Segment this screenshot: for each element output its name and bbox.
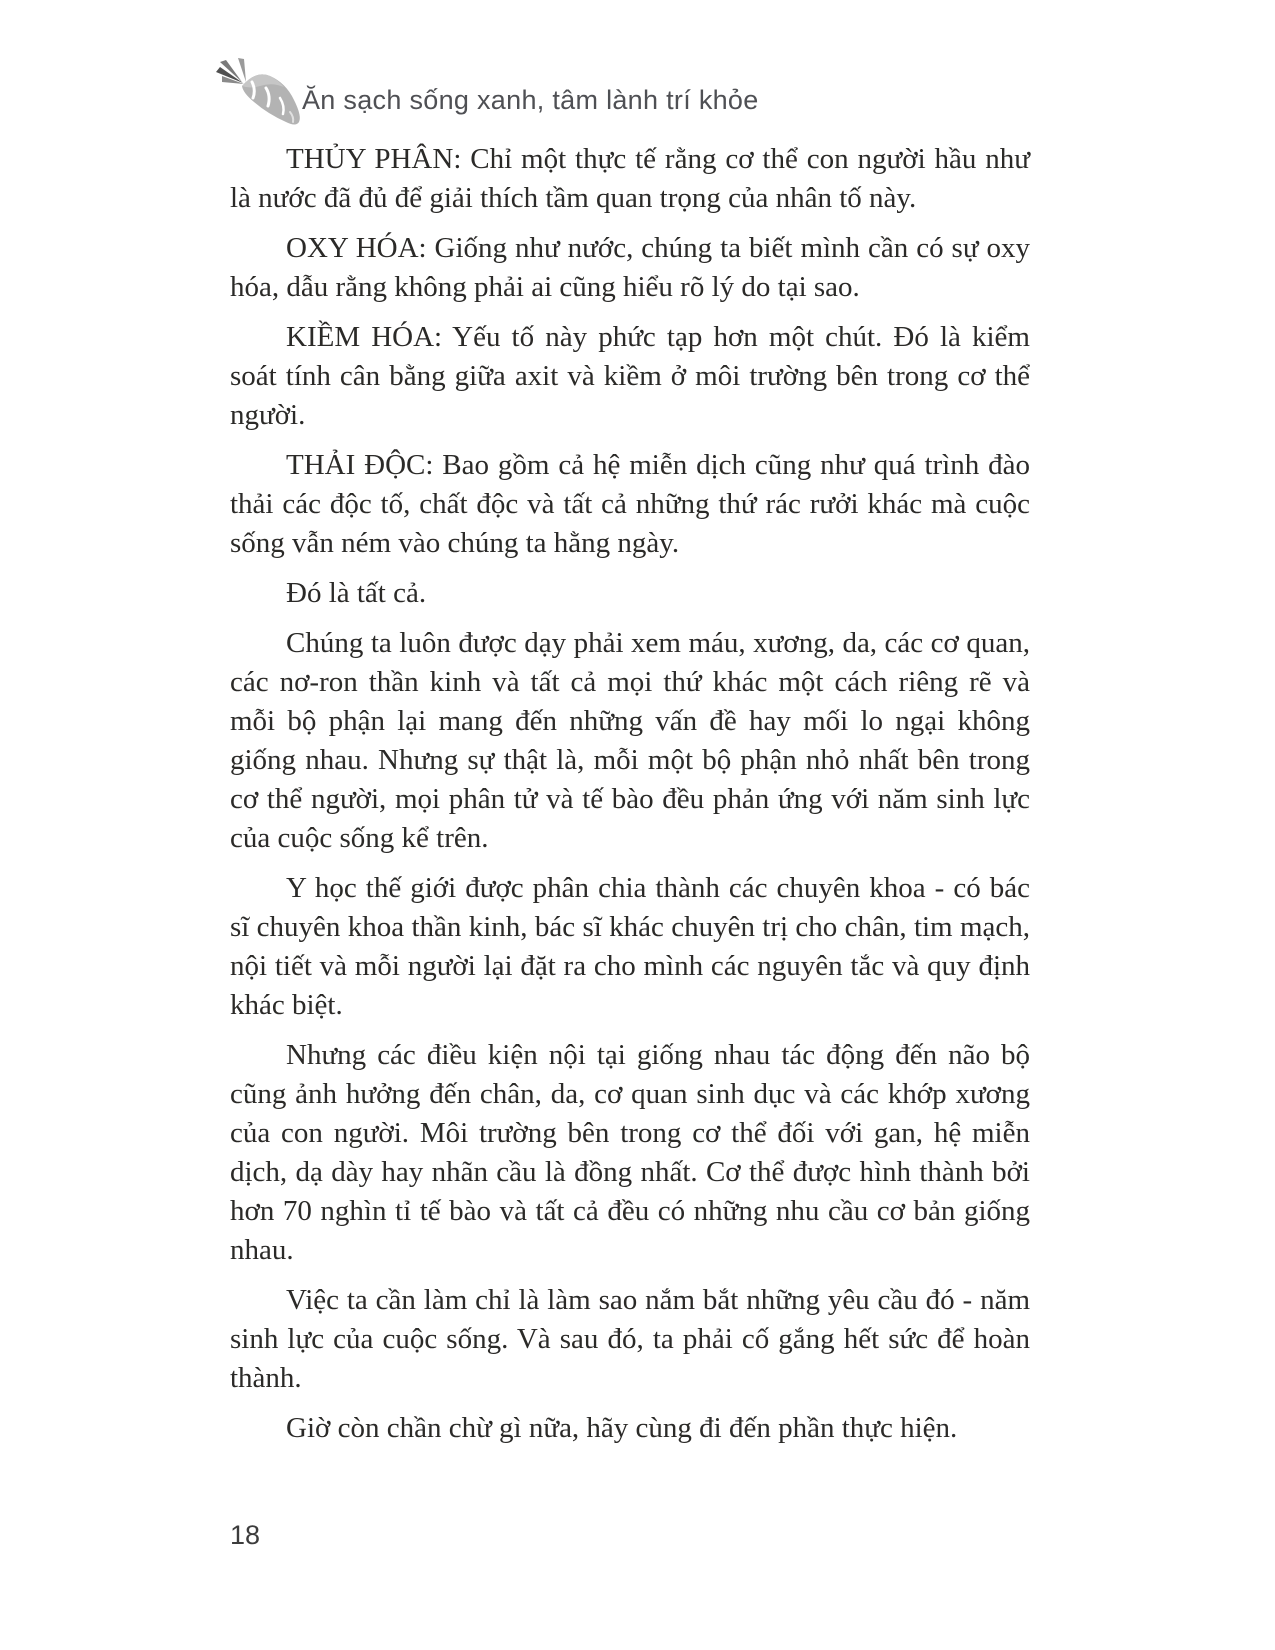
- running-header-title: Ăn sạch sống xanh, tâm lành trí khỏe: [302, 84, 759, 115]
- paragraph-kiem-hoa: KIỀM HÓA: Yếu tố này phức tạp hơn một chút. Đó là kiểm soát tính cân bằng giữa axit và kiềm ở môi trường bên trong cơ thể người.: [230, 321, 1030, 431]
- page-body-text: [230, 140, 1030, 1459]
- paragraph-chung-ta-luon: Chúng ta luôn được dạy phải xem máu, xương, da, các cơ quan, các nơ-ron thần kinh và tất cả mọi thứ khác một cách riêng rẽ và mỗi bộ phận lại mang đến những vấn đề hay mối lo ngại không giống nhau. Nhưng sự thật là, mỗi một bộ phận nhỏ nhất bên trong cơ thể người, mọi phân tử và tế bào đều phản ứng với năm sinh lực của cuộc sống kể trên.: [230, 627, 1030, 854]
- page-number: 18: [230, 1520, 261, 1550]
- paragraph-gio-con-chan-chu: Giờ còn chần chừ gì nữa, hãy cùng đi đến phần thực hiện.: [286, 1412, 958, 1444]
- paragraph-do-la-tat-ca: Đó là tất cả.: [286, 577, 427, 609]
- paragraph-oxy-hoa: OXY HÓA: Giống như nước, chúng ta biết mình cần có sự oxy hóa, dẫu rằng không phải ai cũng hiểu rõ lý do tại sao.: [230, 232, 1030, 303]
- paragraph-nhung-cac-dieu-kien: Nhưng các điều kiện nội tại giống nhau tác động đến não bộ cũng ảnh hưởng đến chân, da, cơ quan sinh dục và các khớp xương của con người. Môi trường bên trong cơ thể đối với gan, hệ miễn dịch, dạ dày hay nhãn cầu là đồng nhất. Cơ thể được hình thành bởi hơn 70 nghìn tỉ tế bào và tất cả đều có những nhu cầu cơ bản giống nhau.: [230, 1039, 1030, 1266]
- carrot-icon: [212, 56, 308, 138]
- paragraph-thuy-phan: THỦY PHÂN: Chỉ một thực tế rằng cơ thể con người hầu như là nước đã đủ để giải thích tầm quan trọng của nhân tố này.: [230, 143, 1030, 214]
- paragraph-thai-doc: THẢI ĐỘC: Bao gồm cả hệ miễn dịch cũng như quá trình đào thải các độc tố, chất độc và tất cả những thứ rác rưởi khác mà cuộc sống vẫn ném vào chúng ta hằng ngày.: [230, 449, 1030, 559]
- paragraph-viec-ta-can-lam: Việc ta cần làm chỉ là làm sao nắm bắt những yêu cầu đó - năm sinh lực của cuộc sống. Và sau đó, ta phải cố gắng hết sức để hoàn thành.: [230, 1284, 1030, 1394]
- paragraph-y-hoc-the-gioi: Y học thế giới được phân chia thành các chuyên khoa - có bác sĩ chuyên khoa thần kinh, bác sĩ khác chuyên trị cho chân, tim mạch, nội tiết và mỗi người lại đặt ra cho mình các nguyên tắc và quy định khác biệt.: [230, 872, 1030, 1021]
- running-header: [212, 56, 759, 138]
